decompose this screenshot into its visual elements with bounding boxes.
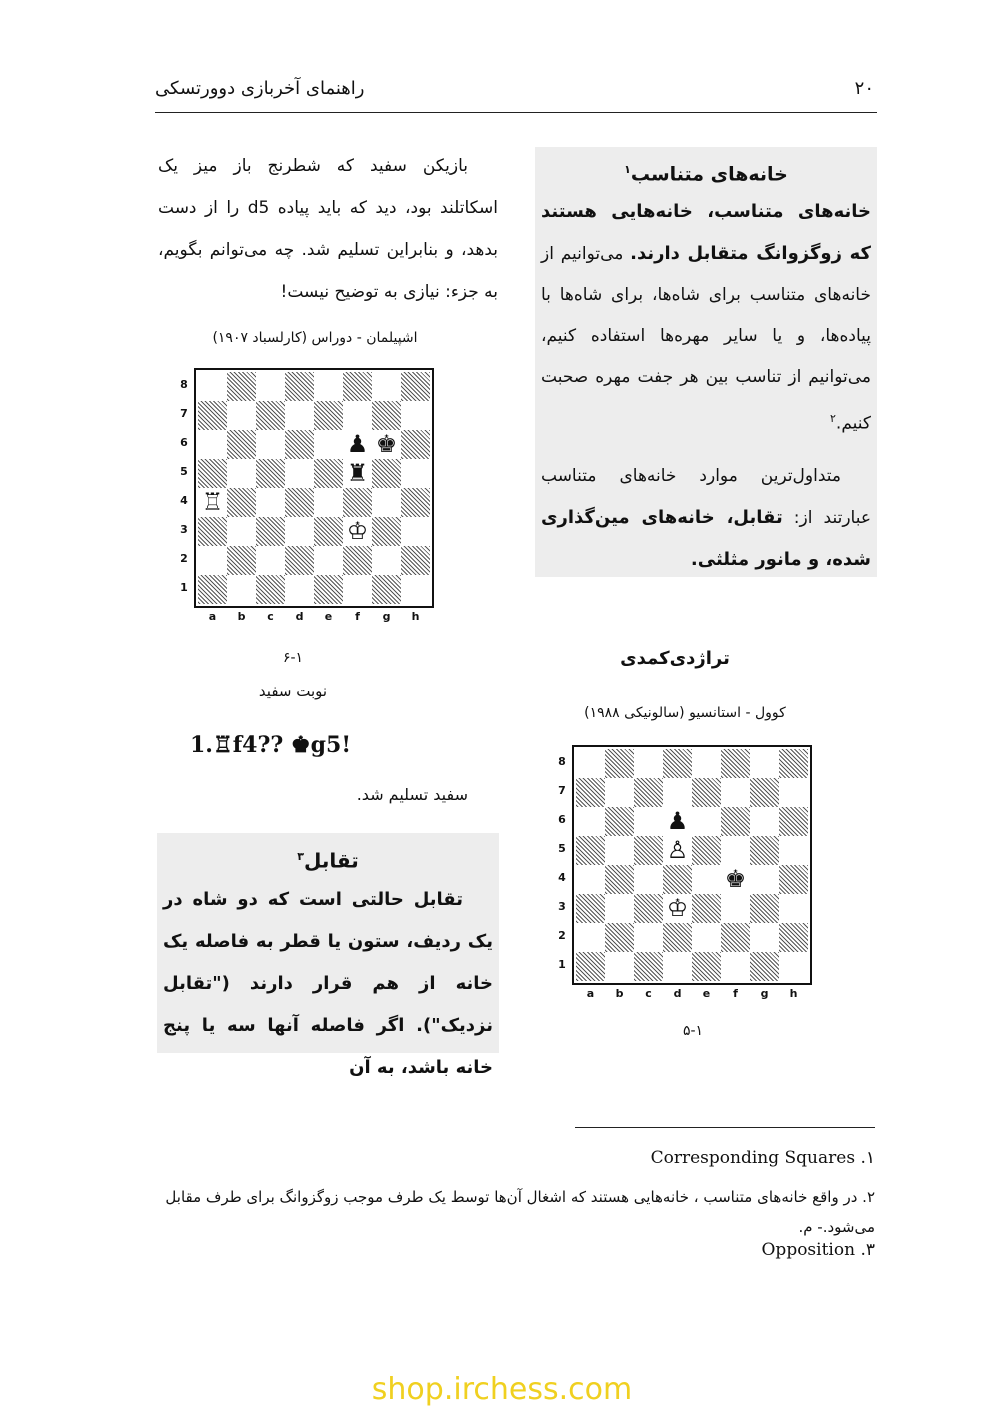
box-title-text: تقابل bbox=[303, 848, 359, 873]
box-title bbox=[541, 153, 871, 191]
file-label: c bbox=[267, 610, 274, 623]
board-square bbox=[256, 459, 285, 488]
board-square bbox=[314, 517, 343, 546]
list-bold: تقابل، خانه‌های مین‌گذاری شده، و مانور مثلثی. bbox=[541, 506, 871, 570]
board-square bbox=[663, 778, 692, 807]
board-square bbox=[663, 952, 692, 981]
definition-bold: خانه‌های متناسب، خانه‌هایی هستند که زوگزوانگ متقابل دارند. bbox=[541, 201, 871, 265]
rank-label: 3 bbox=[180, 523, 188, 536]
board-square bbox=[692, 923, 721, 952]
watermark: shop.irchess.com bbox=[371, 1372, 633, 1407]
board-square bbox=[372, 517, 401, 546]
board-square bbox=[256, 401, 285, 430]
board-square bbox=[634, 865, 663, 894]
rank-label: 3 bbox=[558, 900, 566, 913]
chess-piece-f6: ♟ bbox=[343, 430, 372, 459]
rank-label: 4 bbox=[180, 494, 188, 507]
board-square bbox=[256, 488, 285, 517]
chess-piece-d6: ♟ bbox=[663, 807, 692, 836]
board-square bbox=[256, 517, 285, 546]
footnote-ref: ۳ bbox=[297, 850, 304, 863]
board-square bbox=[721, 778, 750, 807]
diagram-game-caption: اشپیلمان - دوراس (کارلسباد ۱۹۰۷) bbox=[212, 330, 418, 346]
board-square bbox=[779, 894, 808, 923]
board-square bbox=[314, 430, 343, 459]
board-square bbox=[779, 807, 808, 836]
file-label: d bbox=[295, 610, 304, 623]
file-label: c bbox=[645, 987, 652, 1000]
board-square bbox=[779, 749, 808, 778]
footnote-1: Corresponding Squares .۱ bbox=[650, 1148, 875, 1168]
rank-label: 7 bbox=[180, 407, 188, 420]
board-square bbox=[576, 894, 605, 923]
board-square bbox=[779, 778, 808, 807]
board-square bbox=[401, 459, 430, 488]
chess-diagram-left bbox=[194, 368, 434, 608]
diagram-game-caption: کوول - استانسیو (سالونیکی ۱۹۸۸) bbox=[584, 705, 786, 721]
file-label: e bbox=[702, 987, 711, 1000]
board-square bbox=[750, 836, 779, 865]
rank-label: 2 bbox=[180, 552, 188, 565]
board-square bbox=[256, 575, 285, 604]
board-square bbox=[634, 923, 663, 952]
file-label: f bbox=[733, 987, 738, 1000]
board-square bbox=[314, 459, 343, 488]
board-square bbox=[227, 546, 256, 575]
board-square bbox=[401, 546, 430, 575]
rank-label: 1 bbox=[558, 958, 566, 971]
file-label: h bbox=[411, 610, 420, 623]
board-square bbox=[343, 372, 372, 401]
rank-label: 5 bbox=[180, 465, 188, 478]
footnote-2: ۲. در واقع خانه‌های متناسب ، خانه‌هایی هستند که اشغال آن‌ها توسط یک طرف موجب زوگزوانگ برای طرف مقابل می‌شود.- م. bbox=[165, 1188, 875, 1236]
running-header-title: راهنمای آخربازی دوورتسکی bbox=[155, 78, 365, 99]
board-square bbox=[372, 488, 401, 517]
board-square bbox=[343, 488, 372, 517]
board-square bbox=[198, 372, 227, 401]
rank-label: 4 bbox=[558, 871, 566, 884]
board-square bbox=[314, 488, 343, 517]
board-square bbox=[227, 459, 256, 488]
board-square bbox=[256, 546, 285, 575]
board-square bbox=[779, 923, 808, 952]
header-rule bbox=[155, 112, 877, 113]
rank-label: 2 bbox=[558, 929, 566, 942]
board-square bbox=[721, 836, 750, 865]
chess-diagram-right bbox=[572, 745, 812, 985]
board-square bbox=[198, 401, 227, 430]
chess-piece-d5: ♙ bbox=[663, 836, 692, 865]
board-square bbox=[663, 923, 692, 952]
file-label: b bbox=[615, 987, 624, 1000]
board-square bbox=[750, 865, 779, 894]
move-line: 1.♖f4?? ♚g5! bbox=[190, 732, 351, 758]
board-square bbox=[401, 575, 430, 604]
board-square bbox=[227, 517, 256, 546]
chess-piece-a4: ♖ bbox=[198, 488, 227, 517]
board-square bbox=[576, 836, 605, 865]
rank-label: 7 bbox=[558, 784, 566, 797]
board-square bbox=[605, 952, 634, 981]
board-square bbox=[198, 517, 227, 546]
board-square bbox=[634, 807, 663, 836]
board-square bbox=[605, 778, 634, 807]
chess-piece-g6: ♚ bbox=[372, 430, 401, 459]
board-square bbox=[692, 807, 721, 836]
file-label: a bbox=[208, 610, 217, 623]
board-square bbox=[372, 459, 401, 488]
board-square bbox=[227, 488, 256, 517]
box-paragraph-1 bbox=[541, 191, 871, 445]
file-label: a bbox=[586, 987, 595, 1000]
board-square bbox=[721, 807, 750, 836]
board-square bbox=[314, 575, 343, 604]
file-label: d bbox=[673, 987, 682, 1000]
board-square bbox=[198, 575, 227, 604]
diagram-turn: نوبت سفید bbox=[258, 682, 328, 700]
diagram-number: ۶-۱ bbox=[282, 650, 304, 666]
footnote-rule bbox=[575, 1127, 875, 1128]
board-square bbox=[779, 836, 808, 865]
board-square bbox=[634, 778, 663, 807]
section-title: تراژدی‌کمدی bbox=[620, 648, 730, 669]
board-square bbox=[692, 778, 721, 807]
board-square bbox=[634, 952, 663, 981]
page-number: ۲۰ bbox=[854, 78, 874, 99]
board-square bbox=[692, 894, 721, 923]
definition-text: می‌توانیم از خانه‌های متناسب برای شاه‌ها، برای شاه‌ها با پیاده‌ها، و یا سایر مهره‌ها استفاده کنیم، می‌توانیم از تناسب بین هر جفت مهره صحبت کنیم. bbox=[541, 244, 871, 434]
board-square bbox=[663, 749, 692, 778]
box-title-text: خانه‌های متناسب bbox=[630, 163, 788, 186]
chess-piece-d3: ♔ bbox=[663, 894, 692, 923]
board-square bbox=[605, 923, 634, 952]
chess-piece-f3: ♔ bbox=[343, 517, 372, 546]
board-square bbox=[343, 401, 372, 430]
board-square bbox=[285, 517, 314, 546]
board-square bbox=[401, 517, 430, 546]
board-square bbox=[634, 836, 663, 865]
board-square bbox=[663, 865, 692, 894]
board-square bbox=[343, 575, 372, 604]
board-square bbox=[285, 488, 314, 517]
board-square bbox=[605, 894, 634, 923]
board-square bbox=[634, 749, 663, 778]
rank-label: 8 bbox=[180, 378, 188, 391]
board-square bbox=[634, 894, 663, 923]
file-label: g bbox=[760, 987, 769, 1000]
board-square bbox=[198, 546, 227, 575]
board-square bbox=[285, 401, 314, 430]
chess-piece-f5: ♜ bbox=[343, 459, 372, 488]
board-square bbox=[605, 836, 634, 865]
board-square bbox=[750, 952, 779, 981]
chess-piece-f4: ♚ bbox=[721, 865, 750, 894]
board-square bbox=[343, 546, 372, 575]
board-square bbox=[750, 749, 779, 778]
rank-label: 6 bbox=[180, 436, 188, 449]
rank-label: 1 bbox=[180, 581, 188, 594]
board-square bbox=[605, 865, 634, 894]
file-label: b bbox=[237, 610, 246, 623]
opposition-definition: تقابل حالتی است که دو شاه در یک ردیف، ستون یا قطر به فاصله یک خانه از هم قرار دارند ("تقابل نزدیک"). اگر فاصله آنها سه یا پنج خانه باشد، به آن bbox=[163, 888, 493, 1078]
intro-paragraph: بازیکن سفید که شطرنج باز میز یک اسکاتلند بود، دید که باید پیاده d5 را از دست بدهد، و بنابراین تسلیم شد. چه می‌توانم بگویم، به جزء: نیازی به توضیح نیست! bbox=[158, 156, 498, 302]
box-paragraph-2 bbox=[541, 455, 871, 581]
board-square bbox=[372, 401, 401, 430]
board-square bbox=[314, 401, 343, 430]
board-square bbox=[401, 488, 430, 517]
file-label: e bbox=[324, 610, 333, 623]
board-square bbox=[285, 430, 314, 459]
board-square bbox=[372, 372, 401, 401]
list-intro: متداول‌ترین موارد خانه‌های متناسب عبارتند از: bbox=[541, 465, 871, 528]
board-square bbox=[721, 923, 750, 952]
diagram-number: ۵-۱ bbox=[682, 1023, 704, 1039]
board-square bbox=[372, 546, 401, 575]
file-label: h bbox=[789, 987, 798, 1000]
board-square bbox=[605, 807, 634, 836]
board-square bbox=[692, 836, 721, 865]
board-square bbox=[576, 952, 605, 981]
white-resigned: سفید تسلیم شد. bbox=[356, 785, 468, 804]
board-square bbox=[576, 807, 605, 836]
board-square bbox=[285, 575, 314, 604]
board-square bbox=[227, 430, 256, 459]
board-square bbox=[198, 459, 227, 488]
board-square bbox=[227, 575, 256, 604]
board-square bbox=[401, 372, 430, 401]
board-square bbox=[576, 778, 605, 807]
board-square bbox=[285, 459, 314, 488]
board-square bbox=[401, 401, 430, 430]
rank-label: 8 bbox=[558, 755, 566, 768]
board-square bbox=[314, 372, 343, 401]
box-title bbox=[163, 839, 493, 879]
board-square bbox=[372, 575, 401, 604]
rank-label: 6 bbox=[558, 813, 566, 826]
board-square bbox=[576, 865, 605, 894]
board-square bbox=[285, 372, 314, 401]
board-square bbox=[401, 430, 430, 459]
board-square bbox=[576, 749, 605, 778]
file-label: f bbox=[355, 610, 360, 623]
board-square bbox=[779, 865, 808, 894]
file-label: g bbox=[382, 610, 391, 623]
definition-box-corresponding-squares bbox=[535, 147, 877, 577]
board-square bbox=[692, 952, 721, 981]
board-square bbox=[721, 894, 750, 923]
board-square bbox=[750, 923, 779, 952]
footnote-ref: ۱ bbox=[624, 163, 631, 176]
footnote-ref: ۲ bbox=[830, 412, 836, 426]
board-square bbox=[256, 430, 285, 459]
board-square bbox=[779, 952, 808, 981]
board-square bbox=[721, 749, 750, 778]
board-square bbox=[750, 778, 779, 807]
board-square bbox=[198, 430, 227, 459]
board-square bbox=[750, 807, 779, 836]
board-square bbox=[692, 749, 721, 778]
board-square bbox=[750, 894, 779, 923]
footnote-3: Opposition .۳ bbox=[761, 1240, 875, 1260]
board-square bbox=[227, 372, 256, 401]
rank-label: 5 bbox=[558, 842, 566, 855]
board-square bbox=[314, 546, 343, 575]
board-square bbox=[256, 372, 285, 401]
board-square bbox=[285, 546, 314, 575]
definition-box-opposition bbox=[157, 833, 499, 1078]
board-square bbox=[576, 923, 605, 952]
board-square bbox=[721, 952, 750, 981]
board-square bbox=[692, 865, 721, 894]
board-square bbox=[605, 749, 634, 778]
board-square bbox=[227, 401, 256, 430]
